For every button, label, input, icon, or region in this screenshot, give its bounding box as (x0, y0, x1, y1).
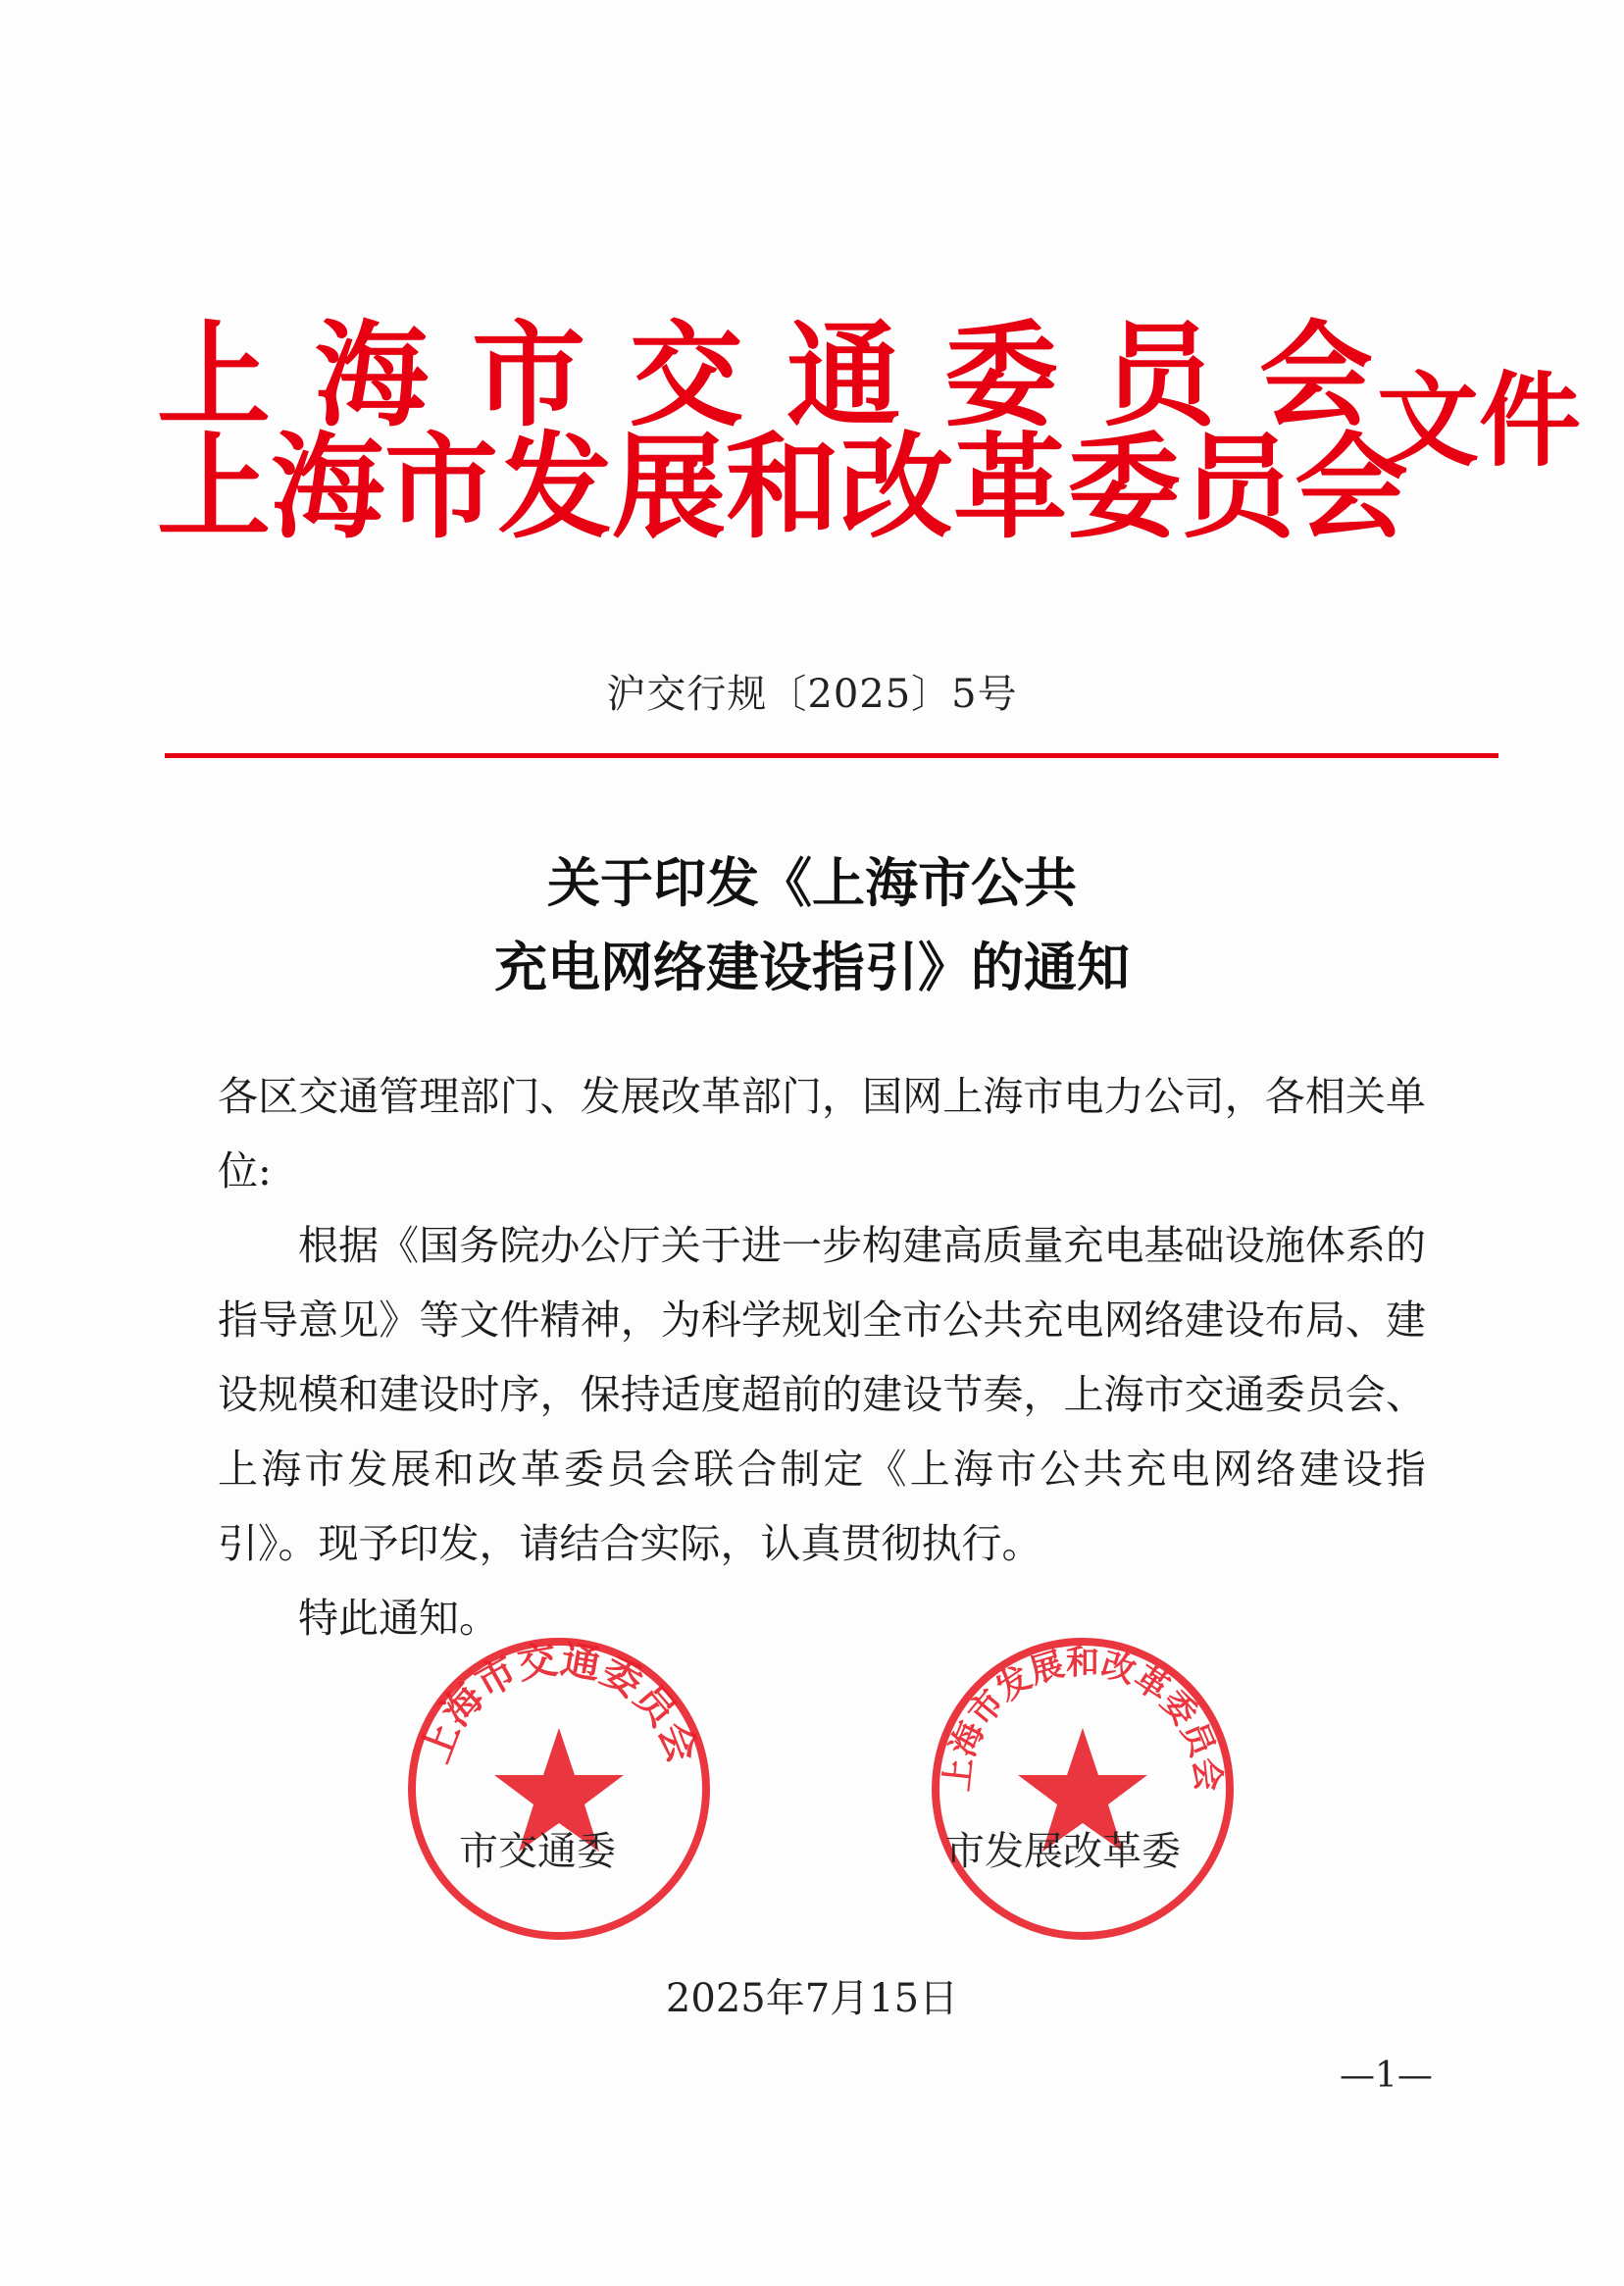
header-char: 员 (1181, 422, 1294, 554)
document-number: 沪交行规〔2025〕5号 (606, 672, 1018, 717)
page-number: —1— (1340, 2056, 1433, 2096)
header-char: 员 (1101, 310, 1216, 442)
header-char: 上 (157, 310, 271, 442)
signature-right: 市发展改革委 (945, 1829, 1181, 1874)
title-line-1: 关于印发《上海市公共 (547, 852, 1077, 914)
header-char: 委 (1067, 422, 1181, 554)
header-char: 市 (472, 310, 586, 442)
header-char: 市 (384, 422, 498, 554)
header-char: 上 (157, 422, 271, 554)
document-title (0, 841, 1624, 1010)
closing-line: 特此通知。 (298, 1595, 499, 1642)
body-paragraph: 根据《国务院办公厅关于进一步构建高质量充电基础设施体系的指导意见》等文件精神，为科学规划全市公共充电网络建设布局、建设规模和建设时序，保持适度超前的建设节奏，上海市交通委员会、上海市发展和改革委员会联合制定《上海市公共充电网络建设指引》。现予印发，请结合实际，认真贯彻执行。 (218, 1222, 1426, 1567)
signature-left: 市交通委 (459, 1829, 616, 1874)
header-suffix: 文件 (1377, 361, 1582, 481)
header-char: 改 (839, 422, 953, 554)
red-divider-line (165, 753, 1498, 758)
document-body (218, 1059, 1426, 1655)
header-char: 发 (498, 422, 612, 554)
addressee: 各区交通管理部门、发展改革部门，国网上海市电力公司，各相关单位: (218, 1073, 1426, 1194)
header-char: 通 (787, 310, 901, 442)
header-char: 委 (943, 310, 1058, 442)
header-char: 展 (612, 422, 726, 554)
header-char: 海 (314, 310, 429, 442)
seal-left-ring-text: 上海市交通委员会 (412, 1637, 706, 1769)
header-char: 交 (629, 310, 743, 442)
header-char: 会 (1294, 422, 1408, 554)
seal-right-stamp (926, 1632, 1240, 1946)
issue-date: 2025年7月15日 (665, 1976, 959, 2021)
header-line-2 (157, 422, 1408, 554)
header-line-1 (157, 310, 1373, 442)
seal-left-stamp (402, 1632, 716, 1946)
header-char: 和 (726, 422, 839, 554)
header-char: 革 (953, 422, 1067, 554)
header-char: 会 (1258, 310, 1373, 442)
header-char: 海 (271, 422, 384, 554)
title-line-2: 充电网络建设指引》的通知 (494, 937, 1130, 998)
seal-right-ring-text: 上海市发展和改革委员会 (938, 1643, 1228, 1794)
